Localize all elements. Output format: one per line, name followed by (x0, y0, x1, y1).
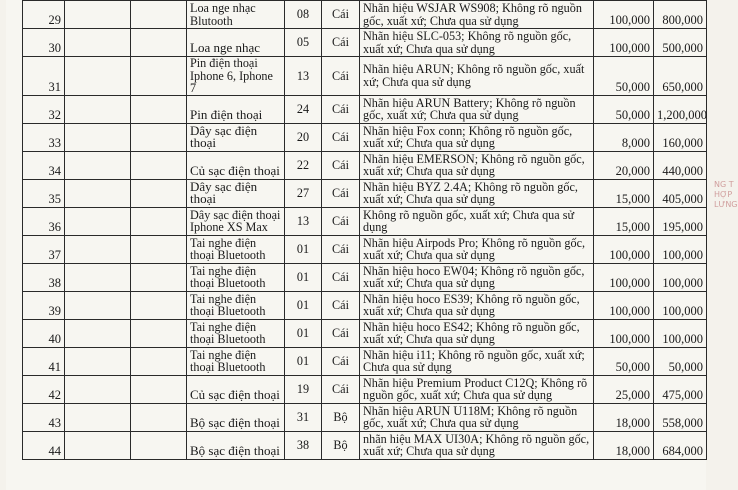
item-unit: Cái (322, 95, 360, 123)
table-row (23, 179, 707, 207)
unit-price: 50,000 (594, 347, 654, 375)
unit-price: 8,000 (594, 123, 654, 151)
table-row (23, 431, 707, 459)
item-description: Nhãn hiệu WSJAR WS908; Không rõ nguồn gốc, xuất xứ; Chưa qua sử dụng (360, 1, 594, 29)
item-quantity: 38 (285, 431, 322, 459)
item-unit: Bộ (322, 403, 360, 431)
item-quantity: 01 (285, 263, 322, 291)
item-unit: Cái (322, 347, 360, 375)
item-description: Nhãn hiệu hoco ES39; Không rõ nguồn gốc, xuất xứ; Chưa qua sử dụng (360, 291, 594, 319)
blank-cell (65, 347, 131, 375)
blank-cell (65, 57, 131, 96)
blank-cell (131, 207, 187, 235)
blank-cell (131, 403, 187, 431)
item-quantity: 13 (285, 57, 322, 96)
row-number: 35 (23, 179, 65, 207)
total-amount: 650,000 (654, 57, 707, 96)
item-name: Bộ sạc điện thoại (187, 403, 285, 431)
item-description: Nhãn hiệu Airpods Pro; Không rõ nguồn gốc, xuất xứ; Chưa qua sử dụng (360, 235, 594, 263)
blank-cell (65, 179, 131, 207)
item-quantity: 24 (285, 95, 322, 123)
item-quantity: 13 (285, 207, 322, 235)
row-number: 37 (23, 235, 65, 263)
item-name: Loa nge nhạc (187, 29, 285, 57)
row-number: 44 (23, 431, 65, 459)
table-row (23, 291, 707, 319)
blank-cell (131, 319, 187, 347)
item-name: Củ sạc điện thoại (187, 151, 285, 179)
unit-price: 50,000 (594, 57, 654, 96)
row-number: 38 (23, 263, 65, 291)
table-row (23, 123, 707, 151)
item-description: Nhãn hiệu i11; Không rõ nguồn gốc, xuất xứ; Chưa qua sử dụng (360, 347, 594, 375)
table-row (23, 235, 707, 263)
table-body (23, 1, 707, 460)
item-description: Nhãn hiệu BYZ 2.4A; Không rõ nguồn gốc, xuất xứ; Chưa qua sử dụng (360, 179, 594, 207)
item-unit: Cái (322, 207, 360, 235)
item-unit: Cái (322, 291, 360, 319)
table-row (23, 207, 707, 235)
total-amount: 475,000 (654, 375, 707, 403)
row-number: 40 (23, 319, 65, 347)
item-quantity: 22 (285, 151, 322, 179)
blank-cell (131, 347, 187, 375)
item-unit: Bộ (322, 431, 360, 459)
item-quantity: 31 (285, 403, 322, 431)
item-name: Củ sạc điện thoại (187, 375, 285, 403)
total-amount: 500,000 (654, 29, 707, 57)
total-amount: 100,000 (654, 235, 707, 263)
unit-price: 100,000 (594, 1, 654, 29)
item-name: Tai nghe điện thoại Bluetooth (187, 319, 285, 347)
unit-price: 100,000 (594, 29, 654, 57)
row-number: 43 (23, 403, 65, 431)
row-number: 34 (23, 151, 65, 179)
row-number: 30 (23, 29, 65, 57)
item-name: Loa nge nhạc Blutooth (187, 1, 285, 29)
blank-cell (65, 431, 131, 459)
item-description: Nhãn hiệu Fox conn; Không rõ nguồn gốc, xuất xứ; Chưa qua sử dụng (360, 123, 594, 151)
unit-price: 100,000 (594, 235, 654, 263)
item-name: Tai nghe điện thoại Bluetooth (187, 291, 285, 319)
total-amount: 405,000 (654, 179, 707, 207)
blank-cell (65, 403, 131, 431)
blank-cell (131, 57, 187, 96)
item-name: Dây sạc điện thoại Iphone XS Max (187, 207, 285, 235)
item-unit: Cái (322, 319, 360, 347)
item-name: Dây sạc điện thoại (187, 179, 285, 207)
unit-price: 50,000 (594, 95, 654, 123)
item-name: Pin điện thoại Iphone 6, Iphone 7 (187, 57, 285, 96)
item-name: Tai nghe điện thoại Bluetooth (187, 263, 285, 291)
table-row (23, 375, 707, 403)
item-name: Pin điện thoại (187, 95, 285, 123)
item-quantity: 01 (285, 319, 322, 347)
blank-cell (65, 151, 131, 179)
blank-cell (65, 207, 131, 235)
item-description: Nhãn hiệu hoco EW04; Không rõ nguồn gốc, xuất xứ; Chưa qua sử dụng (360, 263, 594, 291)
total-amount: 440,000 (654, 151, 707, 179)
row-number: 39 (23, 291, 65, 319)
unit-price: 20,000 (594, 151, 654, 179)
blank-cell (131, 95, 187, 123)
table-row (23, 347, 707, 375)
blank-cell (131, 431, 187, 459)
item-name: Tai nghe điện thoại Bluetooth (187, 347, 285, 375)
item-quantity: 01 (285, 291, 322, 319)
item-name: Tai nghe điện thoại Bluetooth (187, 235, 285, 263)
blank-cell (131, 375, 187, 403)
item-name: Bộ sạc điện thoại (187, 431, 285, 459)
item-description: Nhãn hiệu Premium Product C12Q; Không rõ nguồn gốc, xuất xứ; Chưa qua sử dụng (360, 375, 594, 403)
blank-cell (131, 179, 187, 207)
item-unit: Cái (322, 151, 360, 179)
unit-price: 15,000 (594, 179, 654, 207)
item-quantity: 27 (285, 179, 322, 207)
row-number: 41 (23, 347, 65, 375)
item-description: Nhãn hiệu ARUN Battery; Không rõ nguồn gốc, xuất xứ; Chưa qua sử dụng (360, 95, 594, 123)
item-unit: Cái (322, 29, 360, 57)
total-amount: 160,000 (654, 123, 707, 151)
blank-cell (65, 291, 131, 319)
total-amount: 800,000 (654, 1, 707, 29)
table-row (23, 319, 707, 347)
item-description: nhãn hiệu MAX UI30A; Không rõ nguồn gốc, xuất xứ; Chưa qua sử dụng (360, 431, 594, 459)
document-page (6, 0, 738, 490)
blank-cell (65, 123, 131, 151)
item-unit: Cái (322, 57, 360, 96)
row-number: 36 (23, 207, 65, 235)
blank-cell (131, 263, 187, 291)
item-unit: Cái (322, 375, 360, 403)
row-number: 32 (23, 95, 65, 123)
item-unit: Cái (322, 263, 360, 291)
unit-price: 25,000 (594, 375, 654, 403)
unit-price: 100,000 (594, 319, 654, 347)
item-description: Nhãn hiệu hoco ES42; Không rõ nguồn gốc, xuất xứ; Chưa qua sử dụng (360, 319, 594, 347)
total-amount: 558,000 (654, 403, 707, 431)
item-quantity: 01 (285, 235, 322, 263)
blank-cell (65, 1, 131, 29)
total-amount: 100,000 (654, 319, 707, 347)
item-description: Nhãn hiệu SLC-053; Không rõ nguồn gốc, xuất xứ; Chưa qua sử dụng (360, 29, 594, 57)
item-unit: Cái (322, 235, 360, 263)
blank-cell (131, 235, 187, 263)
item-quantity: 20 (285, 123, 322, 151)
unit-price: 18,000 (594, 431, 654, 459)
blank-cell (65, 95, 131, 123)
goods-table (22, 0, 707, 460)
table-row (23, 57, 707, 96)
blank-cell (65, 375, 131, 403)
item-unit: Cái (322, 179, 360, 207)
row-number: 42 (23, 375, 65, 403)
unit-price: 100,000 (594, 263, 654, 291)
total-amount: 100,000 (654, 291, 707, 319)
stamp-fragment: NG T HỢP LƯNG (714, 180, 738, 209)
table-row (23, 29, 707, 57)
blank-cell (131, 291, 187, 319)
unit-price: 15,000 (594, 207, 654, 235)
table-row (23, 263, 707, 291)
blank-cell (131, 1, 187, 29)
row-number: 33 (23, 123, 65, 151)
unit-price: 100,000 (594, 291, 654, 319)
blank-cell (65, 29, 131, 57)
blank-cell (65, 263, 131, 291)
table-row (23, 151, 707, 179)
row-number: 31 (23, 57, 65, 96)
blank-cell (65, 235, 131, 263)
total-amount: 684,000 (654, 431, 707, 459)
blank-cell (131, 123, 187, 151)
item-quantity: 08 (285, 1, 322, 29)
unit-price: 18,000 (594, 403, 654, 431)
total-amount: 195,000 (654, 207, 707, 235)
total-amount: 50,000 (654, 347, 707, 375)
item-unit: Cái (322, 123, 360, 151)
item-unit: Cái (322, 1, 360, 29)
item-description: Không rõ nguồn gốc, xuất xứ; Chưa qua sử dụng (360, 207, 594, 235)
blank-cell (65, 319, 131, 347)
table-row (23, 95, 707, 123)
item-quantity: 19 (285, 375, 322, 403)
item-name: Dây sạc điện thoại (187, 123, 285, 151)
blank-cell (131, 29, 187, 57)
total-amount: 1,200,000 (654, 95, 707, 123)
item-quantity: 05 (285, 29, 322, 57)
table-row (23, 1, 707, 29)
item-description: Nhãn hiệu ARUN; Không rõ nguồn gốc, xuất xứ; Chưa qua sử dụng (360, 57, 594, 96)
item-description: Nhãn hiệu EMERSON; Không rõ nguồn gốc, xuất xứ; Chưa qua sử dụng (360, 151, 594, 179)
total-amount: 100,000 (654, 263, 707, 291)
row-number: 29 (23, 1, 65, 29)
blank-cell (131, 151, 187, 179)
item-description: Nhãn hiệu ARUN U118M; Không rõ nguồn gốc, xuất xứ; Chưa qua sử dụng (360, 403, 594, 431)
table-row (23, 403, 707, 431)
item-quantity: 01 (285, 347, 322, 375)
